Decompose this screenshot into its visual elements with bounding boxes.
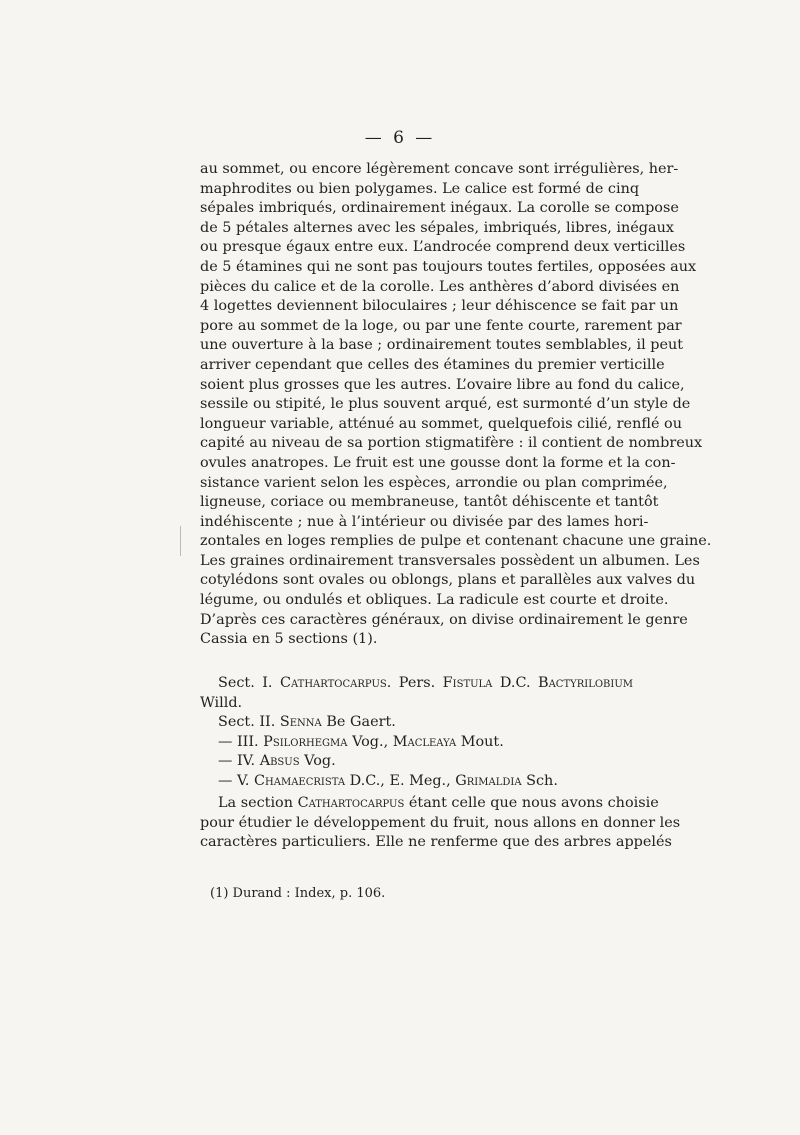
text-line: de 5 étamines qui ne sont pas toujours toutes fertiles, opposées aux (200, 258, 697, 275)
text-line: au sommet, ou encore légèrement concave sont irrégulières, her- (200, 161, 679, 177)
text-line: arriver cependant que celles des étamines du premier verticille (200, 356, 665, 373)
margin-mark (180, 526, 181, 556)
section-entry-1-cont: Willd. (200, 694, 243, 711)
text-line: pore au sommet de la loge, ou par une fente courte, rarement par (200, 317, 682, 334)
section-entry-4: — IV. Absus Vog. (218, 753, 336, 770)
footnote: (1) Durand : Index, p. 106. (210, 886, 386, 901)
text-line: soient plus grosses que les autres. L’ovaire libre au fond du calice, (200, 376, 685, 393)
text-line: ou presque égaux entre eux. L’androcée comprend deux verticilles (200, 239, 686, 256)
text-line: Les graines ordinairement transversales possèdent un albumen. Les (200, 552, 700, 569)
text-line: pour étudier le développement du fruit, nous allons en donner les (200, 814, 681, 831)
text-line: une ouverture à la base ; ordinairement toutes semblables, il peut (200, 337, 684, 354)
body-paragraph (200, 160, 712, 650)
text-line: légume, ou ondulés et obliques. La radicule est courte et droite. (200, 592, 669, 609)
text-line: ligneuse, coriace ou membraneuse, tantôt déhiscente et tantôt (200, 494, 659, 511)
closing-paragraph (200, 794, 681, 853)
section-entry-5: — V. Chamaecrista D.C., E. Meg., Grimaldia Sch. (218, 772, 558, 789)
text-line: capité au niveau de sa portion stigmatifère : il contient de nombreux (200, 435, 703, 452)
text-line: cotylédons sont ovales ou oblongs, plans et parallèles aux valves du (200, 572, 696, 589)
text-line: D’après ces caractères généraux, on divise ordinairement le genre (200, 611, 688, 628)
text-line: sessile ou stipité, le plus souvent arqué, est surmonté d’un style de (200, 396, 691, 413)
text-line: maphrodites ou bien polygames. Le calice est formé de cinq (200, 180, 640, 197)
page-number: — 6 — (364, 128, 436, 148)
text-line: de 5 pétales alternes avec les sépales, imbriqués, libres, inégaux (200, 219, 674, 236)
section-list (200, 674, 633, 792)
text-line: sistance varient selon les espèces, arrondie ou plan comprimée, (200, 474, 668, 491)
text-line: La section Cathartocarpus étant celle que nous avons choisie (218, 795, 659, 811)
text-line: longueur variable, atténué au sommet, quelquefois cilié, renflé ou (200, 415, 682, 432)
section-entry-1: Sect. I. Cathartocarpus. Pers. Fistula D.C. Bactyrilobium (218, 675, 634, 691)
text-line: caractères particuliers. Elle ne renferme que des arbres appelés (200, 834, 672, 851)
text-line: zontales en loges remplies de pulpe et contenant chacune une graine. (200, 533, 712, 550)
section-entry-3: — III. Psilorhegma Vog., Macleaya Mout. (218, 733, 504, 750)
text-line: Cassia en 5 sections (1). (200, 631, 378, 648)
text-line: sépales imbriqués, ordinairement inégaux. La corolle se compose (200, 200, 679, 217)
section-entry-2: Sect. II. Senna Be Gaert. (218, 714, 396, 731)
text-line: indéhiscente ; nue à l’intérieur ou divisée par des lames hori- (200, 513, 649, 530)
text-line: pièces du calice et de la corolle. Les anthères d’abord divisées en (200, 278, 680, 295)
text-line: 4 logettes deviennent biloculaires ; leur déhiscence se fait par un (200, 298, 679, 315)
text-line: ovules anatropes. Le fruit est une gousse dont la forme et la con- (200, 454, 676, 471)
